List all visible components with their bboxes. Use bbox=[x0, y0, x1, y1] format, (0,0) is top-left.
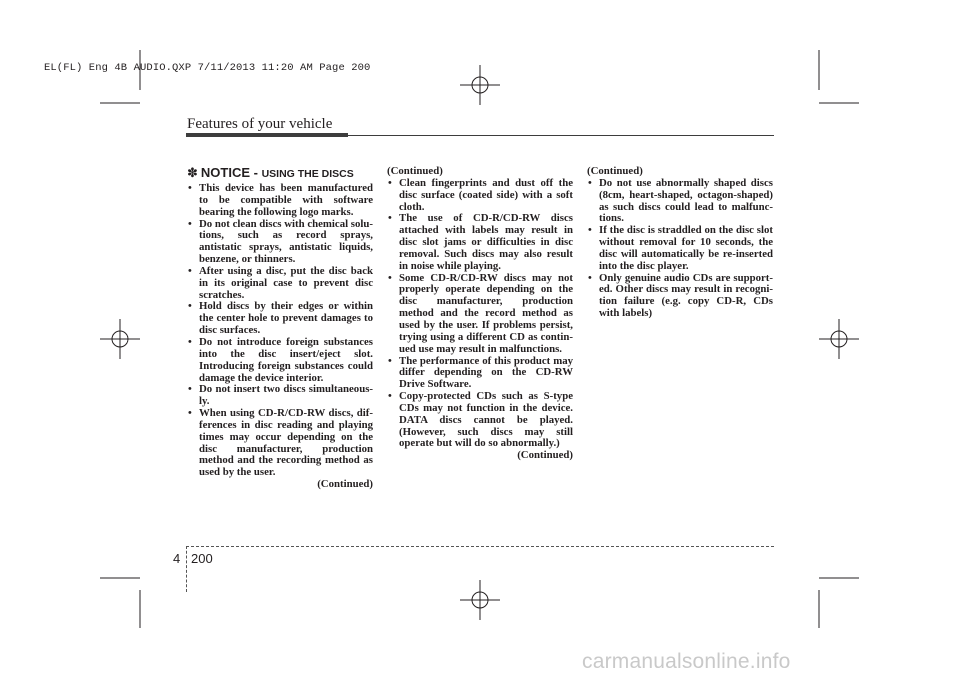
list-item: • Copy-protected CDs such as S-type CDs may not function in the device. DATA discs cannot be played. (However, such discs may still operate but will do so abnormally.) bbox=[387, 391, 573, 450]
list-item: • Do not clean discs with chemical solu-tions, such as record sprays, antistatic sprays, antistatic liquids, benzene, or thinners. bbox=[187, 219, 373, 266]
bullet-list bbox=[587, 178, 773, 320]
list-item: • Clean fingerprints and dust off the disc surface (coated side) with a soft cloth. bbox=[387, 178, 573, 214]
notice-label: NOTICE - bbox=[200, 165, 262, 180]
continued-label: (Continued) bbox=[317, 478, 373, 491]
list-item: • Hold discs by their edges or within the center hole to prevent damages to disc surfaces. bbox=[187, 301, 373, 337]
list-item: • The use of CD-R/CD-RW discs attached with labels may result in disc slot jams or difficulties in disc removal. Such discs may also result in noise while playing. bbox=[387, 213, 573, 272]
chapter-number: 4 bbox=[173, 551, 181, 566]
registration-target-right bbox=[819, 319, 859, 359]
text-column-3 bbox=[587, 166, 773, 320]
notice-star-icon: ✽ bbox=[187, 165, 198, 180]
page-header-title: Features of your vehicle bbox=[187, 116, 333, 132]
bullet-list bbox=[187, 183, 373, 479]
list-item: • If the disc is straddled on the disc slot without removal for 10 seconds, the disc will automatically be re-inserted into the disc player. bbox=[587, 225, 773, 272]
footer-rule bbox=[186, 546, 774, 547]
list-item: • After using a disc, put the disc back in its original case to prevent disc scratches. bbox=[187, 266, 373, 302]
list-item: • Do not introduce foreign substances into the disc insert/eject slot. Introducing foreign substances could damage the device interior. bbox=[187, 337, 373, 384]
notice-subject: USING THE DISCS bbox=[261, 168, 354, 180]
continued-top-label: (Continued) bbox=[387, 165, 443, 177]
footer-divider bbox=[186, 546, 187, 592]
watermark: carmanualsonline.info bbox=[582, 650, 791, 673]
bullet-list bbox=[387, 178, 573, 450]
continued-top-label: (Continued) bbox=[587, 165, 643, 177]
list-item: • Some CD-R/CD-RW discs may not properly operate depending on the disc manufacturer, production method and the record method as used by the user. If problems persist, trying using a different CD as contin-ued use may result in malfunctions. bbox=[387, 273, 573, 356]
text-column-2 bbox=[387, 166, 573, 462]
registration-target-left bbox=[100, 319, 140, 359]
print-slug-line: EL(FL) Eng 4B AUDIO.QXP 7/11/2013 11:20 AM Page 200 bbox=[44, 62, 371, 74]
page-number: 200 bbox=[191, 551, 213, 566]
list-item: • This device has been manufactured to be compatible with software bearing the following logo marks. bbox=[187, 183, 373, 219]
list-item: • The performance of this product may differ depending on the CD-RW Drive Software. bbox=[387, 356, 573, 392]
header-rule-thin bbox=[186, 135, 774, 136]
text-column-1 bbox=[187, 165, 373, 491]
notice-heading bbox=[187, 165, 373, 182]
list-item: • Do not use abnormally shaped discs (8cm, heart-shaped, octagon-shaped) as such discs could lead to malfunc-tions. bbox=[587, 178, 773, 225]
list-item: • Only genuine audio CDs are support-ed. Other discs may result in recogni-tion failure (e.g. copy CD-R, CDs with labels) bbox=[587, 273, 773, 320]
continued-label: (Continued) bbox=[517, 449, 573, 462]
list-item: • When using CD-R/CD-RW discs, dif-ferences in disc reading and playing times may occur depending on the disc manufacturer, production method and the recording method as used by the user. bbox=[187, 408, 373, 479]
registration-target-top bbox=[460, 65, 500, 105]
registration-target-bottom bbox=[460, 580, 500, 620]
list-item: • Do not insert two discs simultaneous-ly. bbox=[187, 384, 373, 408]
